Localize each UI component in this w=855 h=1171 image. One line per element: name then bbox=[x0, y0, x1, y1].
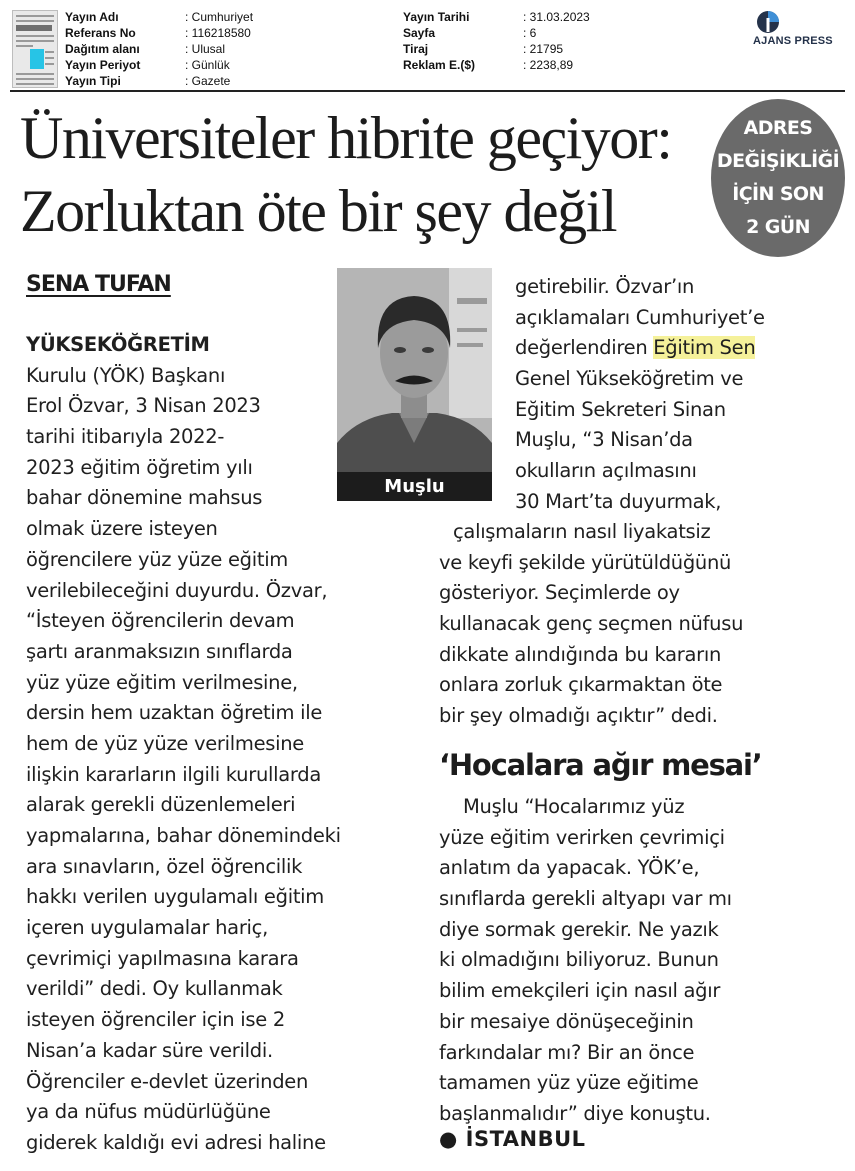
article-column-right-top bbox=[515, 272, 765, 518]
text-line: dikkate alındığında bu kararın bbox=[439, 642, 722, 666]
text-line: Nisan’a kadar süre verildi. bbox=[26, 1038, 273, 1062]
text-line: yüz yüze eğitim verilmesine, bbox=[26, 670, 298, 694]
meta-value: : Günlük bbox=[185, 58, 230, 72]
meta-value: : Cumhuriyet bbox=[185, 10, 254, 24]
text-line: tamamen yüz yüze eğitime bbox=[439, 1071, 699, 1095]
meta-row bbox=[65, 57, 253, 73]
text-line: Muşlu “Hocalarımız yüz bbox=[463, 795, 685, 818]
badge-line: 2 GÜN bbox=[746, 216, 810, 238]
badge-line: DEĞİŞİKLİĞİ bbox=[716, 150, 840, 172]
badge-line: İÇİN SON bbox=[732, 183, 824, 205]
text-line: alarak gerekli düzenlemeleri bbox=[26, 793, 296, 817]
badge-line: ADRES bbox=[743, 117, 813, 139]
text-line: getirebilir. Özvar’ın bbox=[515, 275, 695, 298]
text-line: verilebileceğini duyurdu. Özvar, bbox=[26, 578, 328, 602]
meta-label: Referans No bbox=[65, 26, 136, 40]
meta-label: Dağıtım alanı bbox=[65, 42, 140, 56]
right-mid-lines bbox=[439, 517, 743, 732]
text-line: yüze eğitim verirken çevrimiçi bbox=[439, 825, 725, 849]
text-line: Erol Özvar, 3 Nisan 2023 bbox=[26, 394, 261, 418]
text-fragment: değerlendiren bbox=[515, 336, 654, 360]
byline: SENA TUFAN bbox=[26, 272, 171, 297]
text-line: 2023 eğitim öğretim yılı bbox=[26, 455, 253, 479]
text-line: onlara zorluk çıkarmaktan öte bbox=[439, 673, 723, 697]
article-column-right-sub bbox=[439, 792, 732, 1130]
text-line: ki olmadığını biliyoruz. Bunun bbox=[439, 948, 719, 972]
text-line: dersin hem uzaktan öğretim ile bbox=[26, 701, 323, 725]
text-line: çalışmaların nasıl liyakatsiz bbox=[453, 520, 711, 543]
text-line: bir mesaiye dönüşeceğinin bbox=[439, 1009, 694, 1033]
meta-label: Yayın Tipi bbox=[65, 74, 121, 88]
meta-label: Yayın Adı bbox=[65, 10, 119, 24]
text-line: gösteriyor. Seçimlerde oy bbox=[439, 581, 680, 605]
meta-label: Yayın Periyot bbox=[65, 58, 141, 72]
meta-value: : 21795 bbox=[523, 42, 564, 56]
text-line: “İsteyen öğrencilerin devam bbox=[26, 609, 295, 633]
meta-value: : 116218580 bbox=[185, 26, 251, 40]
text-line: olmak üzere isteyen bbox=[26, 517, 218, 541]
text-line: öğrencilere yüz yüze eğitim bbox=[26, 547, 289, 571]
text-line bbox=[515, 333, 765, 364]
meta-label: Tiraj bbox=[403, 42, 429, 56]
meta-row bbox=[65, 25, 253, 41]
text-line: ve keyfi şekilde yürütüldüğünü bbox=[439, 550, 732, 574]
person-photo-icon bbox=[337, 268, 492, 501]
sub-lines bbox=[439, 792, 732, 1130]
text-line: Öğrenciler e-devlet üzerinden bbox=[26, 1069, 309, 1093]
text-line: Eğitim Sekreteri Sinan bbox=[515, 397, 726, 421]
ajans-press-logo bbox=[745, 10, 845, 50]
text-line: bilim emekçileri için nasıl ağır bbox=[439, 979, 721, 1003]
text-line: tarihi itibarıyla 2022- bbox=[26, 425, 225, 449]
meta-label: Sayfa bbox=[403, 26, 436, 40]
header-divider bbox=[10, 90, 845, 92]
promo-badge bbox=[711, 99, 845, 257]
left-column-lines bbox=[26, 361, 341, 1159]
text-line: Genel Yükseköğretim ve bbox=[515, 367, 744, 391]
meta-row bbox=[65, 73, 253, 89]
highlighted-term: Eğitim Sen bbox=[653, 336, 756, 360]
text-line: farkındalar mı? Bir an önce bbox=[439, 1040, 695, 1064]
publication-meta-left bbox=[65, 9, 253, 89]
text-line: giderek kaldığı evi adresi haline bbox=[26, 1130, 326, 1154]
text-line: ara sınavların, özel öğrencilik bbox=[26, 854, 303, 878]
article-column-right-mid bbox=[439, 517, 743, 732]
text-line: ya da nüfus müdürlüğüne bbox=[26, 1100, 271, 1124]
text-line: kullanacak genç seçmen nüfusu bbox=[439, 612, 744, 636]
photo-caption: Muşlu bbox=[337, 472, 492, 501]
text-line: yapmalarına, bahar dönemindeki bbox=[26, 824, 341, 847]
text-line: şartı aranmaksızın sınıflarda bbox=[26, 639, 293, 663]
text-line: açıklamaları Cumhuriyet’e bbox=[515, 305, 765, 329]
meta-row bbox=[403, 9, 590, 25]
dateline: ● İSTANBUL bbox=[439, 1127, 586, 1151]
text-line: sınıflarda gerekli altyapı var mı bbox=[439, 887, 732, 911]
meta-value: : Gazete bbox=[185, 74, 231, 88]
meta-value: : 2238,89 bbox=[523, 58, 574, 72]
text-line: verildi” dedi. Oy kullanmak bbox=[26, 977, 283, 1001]
text-line: okulların açılmasını bbox=[515, 459, 697, 483]
author-photo bbox=[337, 268, 492, 501]
article-column-left bbox=[26, 330, 341, 1159]
subheading: ‘Hocalara ağır mesai’ bbox=[439, 748, 762, 782]
lead-word: YÜKSEKÖĞRETİM bbox=[26, 333, 210, 356]
meta-label: Reklam E.($) bbox=[403, 58, 476, 72]
meta-row bbox=[403, 41, 590, 57]
text-line: 30 Mart’ta duyurmak, bbox=[515, 489, 722, 513]
logo-text: AJANS PRESS bbox=[753, 35, 833, 47]
text-line: bahar dönemine mahsus bbox=[26, 486, 263, 510]
meta-label: Yayın Tarihi bbox=[403, 10, 470, 24]
text-line: içeren uygulamalar hariç, bbox=[26, 916, 268, 940]
meta-value: : 31.03.2023 bbox=[523, 10, 590, 24]
publication-meta-right bbox=[403, 9, 590, 73]
meta-row bbox=[65, 9, 253, 25]
text-line: anlatım da yapacak. YÖK’e, bbox=[439, 856, 700, 880]
text-line: bir şey olmadığı açıktır” dedi. bbox=[439, 704, 718, 728]
text-line: çevrimiçi yapılmasına karara bbox=[26, 946, 299, 970]
right-top-lines bbox=[515, 364, 765, 517]
page-thumbnail bbox=[12, 10, 58, 88]
headline-line-1: Üniversiteler hibrite geçiyor: bbox=[20, 105, 672, 171]
text-line: hakkı verilen uygulamalı eğitim bbox=[26, 885, 324, 909]
text-line: başlanmalıdır” diye konuştu. bbox=[439, 1101, 711, 1125]
text-line: Kurulu (YÖK) Başkanı bbox=[26, 363, 226, 387]
headline-line-2: Zorluktan öte bir şey değil bbox=[20, 178, 617, 244]
meta-row bbox=[403, 25, 590, 41]
meta-value: : Ulusal bbox=[185, 42, 226, 56]
meta-row bbox=[403, 57, 590, 73]
logo-mark-icon bbox=[750, 10, 840, 34]
text-line: isteyen öğrenciler için ise 2 bbox=[26, 1008, 285, 1032]
text-line: diye sormak gerekir. Ne yazık bbox=[439, 917, 719, 941]
text-line: ilişkin kararların ilgili kurullarda bbox=[26, 762, 322, 786]
text-line: Muşlu, “3 Nisan’da bbox=[515, 428, 693, 452]
meta-value: : 6 bbox=[523, 26, 537, 40]
meta-row bbox=[65, 41, 253, 57]
text-line: hem de yüz yüze verilmesine bbox=[26, 731, 305, 755]
